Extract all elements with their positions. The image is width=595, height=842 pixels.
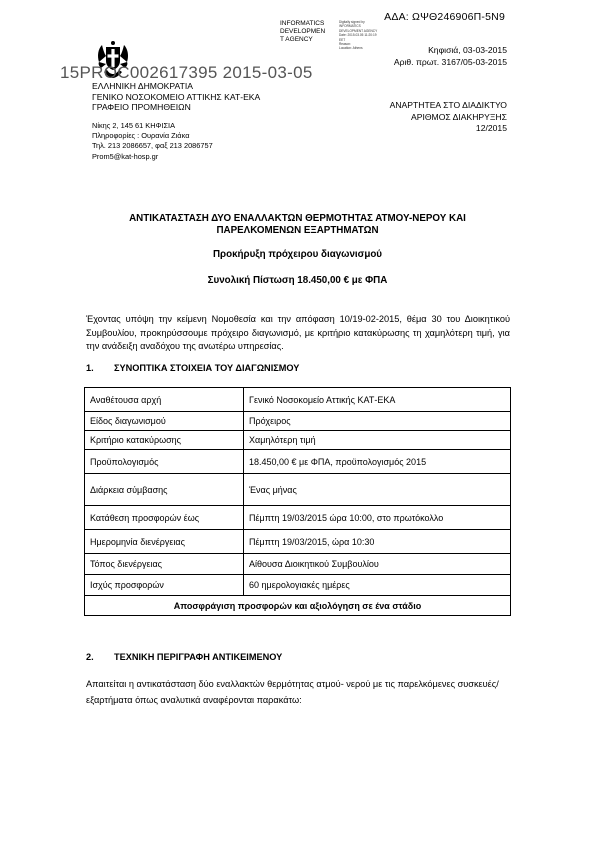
digital-signature [280, 20, 378, 56]
row-label: Κριτήριο κατακύρωσης [85, 431, 244, 450]
document-subtitle: Προκήρυξη πρόχειρου διαγωνισμού [212, 249, 383, 260]
announcement-line: ΑΡΙΘΜΟΣ ΔΙΑΚΗΡΥΞΗΣ [411, 111, 507, 122]
announcement-block [390, 100, 507, 135]
table-row [85, 474, 511, 506]
table-row [85, 450, 511, 474]
technical-description-paragraph: Απαιτείται η αντικατάσταση δύο εναλλακτών θερμότητας ατμού- νερού με τις παρελκόμενες συσκευές/ εξαρτήματα όπως αναλυτικά αναφέρονται παρακάτω: [86, 679, 499, 705]
contact-phone: Τηλ. 213 2086657, φαξ 213 2086757 [92, 141, 213, 151]
signature-org-line: INFORMATICS [280, 20, 325, 27]
issuer-line: ΓΕΝΙΚΟ ΝΟΣΟΚΟΜΕΙΟ ΑΤΤΙΚΗΣ ΚΑΤ-ΕΚΑ [92, 91, 261, 102]
row-value: Αίθουσα Διοικητικού Συμβουλίου [244, 554, 511, 575]
signature-org-line: T AGENCY [280, 36, 313, 43]
announcement-line: 12/2015 [475, 123, 507, 133]
signature-detail-line: Reason: [339, 42, 351, 47]
section-number: 2. [86, 652, 94, 662]
contact-person: Πληροφορίες : Ουρανία Ζιάκα [92, 131, 190, 141]
row-label: Διάρκεια σύμβασης [85, 474, 244, 506]
contact-info [92, 121, 213, 162]
section-title: ΣΥΝΟΠΤΙΚΑ ΣΤΟΙΧΕΙΑ ΤΟΥ ΔΙΑΓΩΝΙΣΜΟΥ [114, 363, 300, 373]
table-row [85, 575, 511, 596]
table-row [85, 388, 511, 412]
issuer-header [92, 81, 260, 113]
row-value: Ένας μήνας [244, 474, 511, 506]
title-line: ΑΝΤΙΚΑΤΑΣΤΑΣΗ ΔΥΟ ΕΝΑΛΛΑΚΤΩΝ ΘΕΡΜΟΤΗΤΑΣ ΑΤΜΟΥ-ΝΕΡΟΥ ΚΑΙ [129, 213, 466, 224]
issuer-line: ΓΡΑΦΕΙΟ ΠΡΟΜΗΘΕΙΩΝ [92, 102, 191, 113]
row-label: Ισχύς προσφορών [85, 575, 244, 596]
table-footer-row [85, 596, 511, 616]
signature-detail-line: Digitally signed by [339, 20, 365, 24]
row-label: Προϋπολογισμός [85, 450, 244, 474]
tender-summary-table [84, 387, 511, 616]
issuer-line: ΕΛΛΗΝΙΚΗ ΔΗΜΟΚΡΑΤΙΑ [92, 81, 193, 91]
table-row [85, 412, 511, 431]
protocol-stamp: 15PROC002617395 2015-03-05 [60, 63, 313, 82]
intro-paragraph: Έχοντας υπόψη την κείμενη Νομοθεσία και την απόφαση 10/19-02-2015, θέμα 30 του Διοικητικού Συμβουλίου, προκηρύσσουμε πρόχειρο διαγωνισμό, με κριτήριο κατακύρωσης τη χαμηλότερη τιμή, για την ανάδειξη αναδόχου της ανωτέρω υπηρεσίας. [86, 314, 510, 351]
row-label: Ημερομηνία διενέργειας [85, 530, 244, 554]
row-label: Είδος διαγωνισμού [85, 412, 244, 431]
date-block [394, 44, 507, 68]
row-value: 18.450,00 € με ΦΠΑ, προϋπολογισμός 2015 [244, 450, 511, 474]
contact-address: Νίκης 2, 145 61 ΚΗΦΙΣΙΑ [92, 121, 176, 130]
section-title: ΤΕΧΝΙΚΗ ΠΕΡΙΓΡΑΦΗ ΑΝΤΙΚΕΙΜΕΝΟΥ [114, 652, 283, 662]
signature-details [339, 20, 401, 51]
contact-email[interactable]: Prom5@kat-hosp.gr [92, 151, 159, 161]
signature-organization [280, 20, 340, 44]
announcement-line: ΑΝΑΡΤΗΤΕΑ ΣΤΟ ΔΙΑΔΙΚΤΥΟ [389, 100, 507, 110]
document-date: Κηφισιά, 03-03-2015 [428, 45, 507, 55]
signature-detail-line: INFORMATICS [339, 24, 361, 29]
row-label: Κατάθεση προσφορών έως [85, 506, 244, 530]
row-value: Πέμπτη 19/03/2015, ώρα 10:30 [244, 530, 511, 554]
table-footer: Αποσφράγιση προσφορών και αξιολόγηση σε ένα στάδιο [85, 596, 511, 616]
signature-detail-line: DEVELOPMENT AGENCY [339, 28, 378, 33]
title-line: ΠΑΡΕΛΚΟΜΕΝΩΝ ΕΞΑΡΤΗΜΑΤΩΝ [216, 224, 379, 236]
signature-detail-line: Date: 2015.03.05 11:20:19 [339, 33, 377, 38]
section-2-heading [86, 652, 282, 662]
row-value: Πρόχειρος [244, 412, 511, 431]
row-label: Αναθέτουσα αρχή [85, 388, 244, 412]
table-row [85, 530, 511, 554]
row-label: Τόπος διενέργειας [85, 554, 244, 575]
table-row [85, 554, 511, 575]
signature-org-line: DEVELOPMEN [280, 28, 326, 35]
ada-code: ΑΔΑ: ΩΨΘ246906Π-5Ν9 [384, 11, 505, 23]
row-value: 60 ημερολογιακές ημέρες [244, 575, 511, 596]
signature-detail-line: Location: Athens [339, 46, 363, 51]
section-number: 1. [86, 363, 94, 373]
row-value: Πέμπτη 19/03/2015 ώρα 10:00, στο πρωτόκολλο [244, 506, 511, 530]
row-value: Χαμηλότερη τιμή [244, 431, 511, 450]
protocol-number: Αριθ. πρωτ. 3167/05-03-2015 [393, 57, 507, 67]
document-title [0, 213, 595, 236]
table-row [85, 431, 511, 450]
row-value: Γενικό Νοσοκομείο Αττικής ΚΑΤ-ΕΚΑ [244, 388, 511, 412]
section-1-heading [86, 363, 299, 373]
total-budget: Συνολική Πίστωση 18.450,00 € με ΦΠΑ [207, 275, 388, 286]
signature-detail-line: EET [339, 37, 346, 42]
table-row [85, 506, 511, 530]
